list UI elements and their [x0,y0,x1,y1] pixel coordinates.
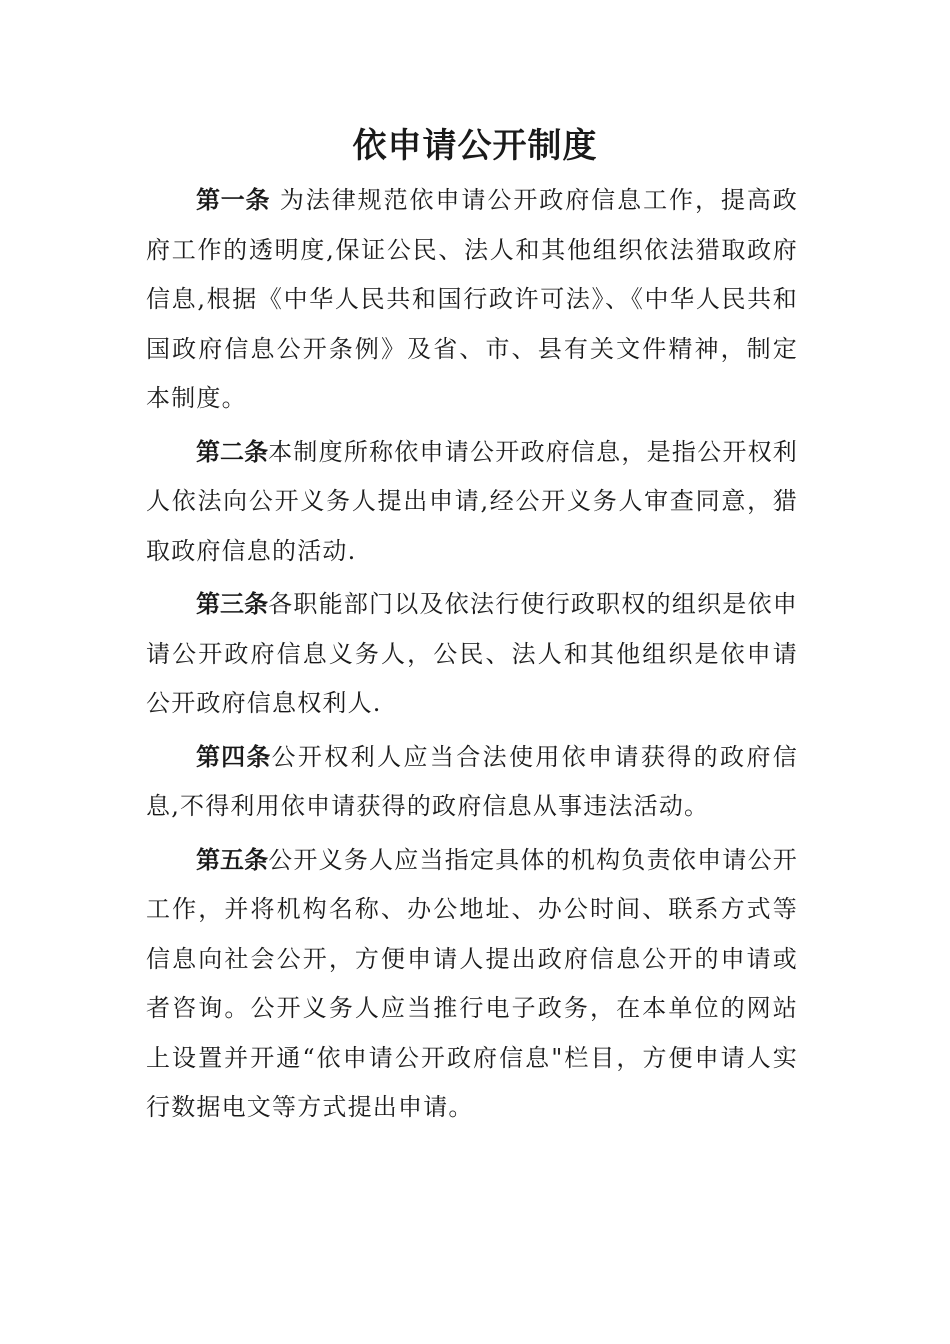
article-5 [146,836,798,1133]
document-body [146,176,798,1137]
article-text: 本制度所称依申请公开政府信息，是指公开权利人依法向公开义务人提出申请,经公开义务人审查同意，猎取政府信息的活动. [146,437,799,565]
article-1 [146,176,798,424]
article-2 [146,428,798,577]
article-label: 第一条 [196,186,271,214]
article-4 [146,733,798,832]
article-label: 第三条 [196,590,269,618]
article-text: 公开权利人应当合法使用依申请获得的政府信息,不得利用依申请获得的政府信息从事违法活动。 [146,742,798,820]
article-text: 为法律规范依申请公开政府信息工作，提高政府工作的透明度,保证公民、法人和其他组织依法猎取政府信息,根据《中华人民共和国行政许可法》、《中华人民共和国政府信息公开条例》及省、市、县有关文件精神，制定本制度。 [146,186,799,412]
article-text: 各职能部门以及依法行使行政职权的组织是依申请公开政府信息义务人，公民、法人和其他组织是依申请公开政府信息权利人. [146,590,799,717]
article-label: 第四条 [196,742,272,771]
article-text: 公开义务人应当指定具体的机构负责依申请公开工作，并将机构名称、办公地址、办公时间、联系方式等信息向社会公开，方便申请人提出政府信息公开的申请或者咨询。公开义务人应当推行电子政务，在本单位的网站上设置并开通“依申请公开政府信息"栏目，方便申请人实行数据电文等方式提出申请。 [146,845,799,1121]
document-title: 依申请公开制度 [352,126,598,166]
article-label: 第五条 [196,845,269,874]
article-3 [146,580,798,729]
article-label: 第二条 [196,437,269,466]
